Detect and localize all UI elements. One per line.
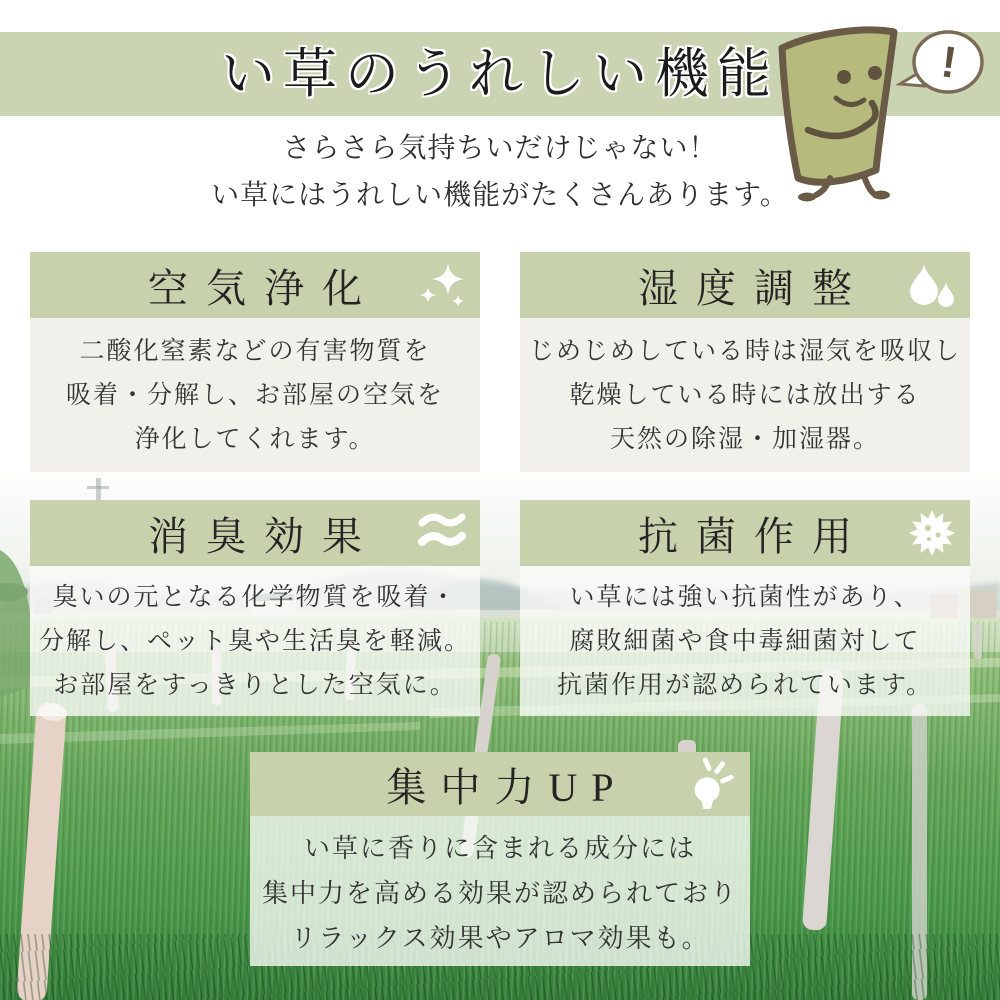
card-concentration-up xyxy=(250,752,750,966)
card-humidity-control-header xyxy=(520,252,970,318)
card-body-line: 吸着・分解し、お部屋の空気を xyxy=(65,382,444,409)
card-body-line: 臭いの元となる化学物質を吸着・ xyxy=(52,584,458,611)
card-concentration-up-body xyxy=(250,816,750,966)
card-body-line: じめじめしている時は湿気を吸収し xyxy=(528,338,961,365)
card-title: 消臭効果 xyxy=(148,513,380,559)
card-title: 抗菌作用 xyxy=(638,513,870,559)
subtitle-line-2: い草にはうれしい機能がたくさんあります。 xyxy=(211,179,789,210)
subtitle-line-1: さらさら気持ちいだけじゃない！ xyxy=(282,132,718,163)
card-body-line: 集中力を高める効果が認められており xyxy=(261,879,738,908)
tatami-mascot xyxy=(752,20,1000,202)
card-air-purification-header xyxy=(30,252,480,318)
speech-bubble xyxy=(900,32,982,92)
card-body-line: 天然の除湿・加湿器。 xyxy=(609,426,880,453)
sparkles-icon xyxy=(418,261,466,309)
water-drops-icon xyxy=(908,261,956,309)
card-title: 集中力UP xyxy=(386,764,628,810)
card-title: 湿度調整 xyxy=(638,265,870,311)
card-antibacterial xyxy=(520,500,970,716)
lightbulb-icon xyxy=(686,757,736,811)
mascot-body xyxy=(782,30,894,202)
card-body-line: 二酸化窒素などの有害物質を xyxy=(79,338,431,365)
card-humidity-control-body xyxy=(520,318,970,472)
card-body-line: い草には強い抗菌性があり、 xyxy=(569,584,921,611)
card-air-purification xyxy=(30,252,480,472)
card-body-line: リラックス効果やアロマ効果も。 xyxy=(290,924,710,953)
card-body-line: お部屋をすっきりとした空気に。 xyxy=(53,672,457,699)
card-antibacterial-header xyxy=(520,500,970,566)
card-air-purification-body xyxy=(30,318,480,472)
card-body-line: 乾燥している時には放出する xyxy=(569,382,921,409)
card-body-line: 腐敗細菌や食中毒細菌対して xyxy=(569,628,921,655)
odor-waves-icon xyxy=(418,509,466,557)
card-concentration-up-header xyxy=(250,752,750,816)
card-deodorizing-body xyxy=(30,566,480,716)
card-deodorizing-header xyxy=(30,500,480,566)
page-title: い草のうれしい機能 xyxy=(221,44,779,104)
card-body-line: い草に香りに含まれる成分には xyxy=(303,834,696,863)
card-humidity-control xyxy=(520,252,970,472)
card-body-line: 浄化してくれます。 xyxy=(134,426,376,453)
card-title: 空気浄化 xyxy=(148,265,380,311)
bubble-exclamation: ! xyxy=(938,37,960,88)
card-antibacterial-body xyxy=(520,566,970,716)
card-body-line: 分解し、ペット臭や生活臭を軽減。 xyxy=(38,628,471,655)
card-body-line: 抗菌作用が認められています。 xyxy=(556,672,933,699)
card-deodorizing xyxy=(30,500,480,716)
germ-icon xyxy=(908,509,956,557)
